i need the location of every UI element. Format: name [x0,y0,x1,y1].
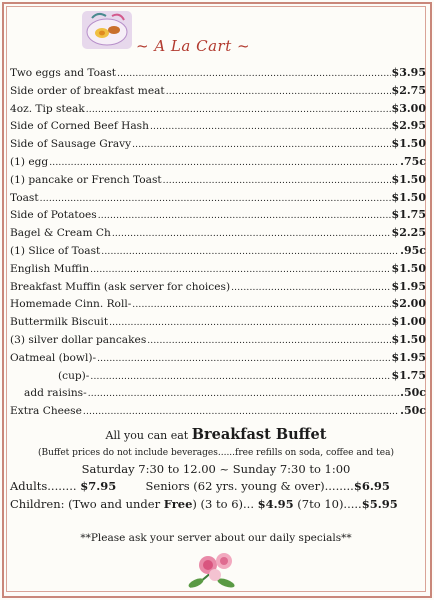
menu-item-name: Side of Sausage Gravy [10,138,132,151]
menu-item-price: $2.25 [391,226,426,240]
menu-item [10,117,426,135]
menu-item-price: .50c [400,386,426,400]
menu-item-name: (1) pancake or French Toast [10,173,162,186]
menu-item-name: Side of Potatoes [10,209,97,222]
menu-item-price: .95c [400,243,426,257]
menu-item-name: (cup)- [58,369,90,382]
menu-item-leader [101,243,399,262]
menu-item [10,189,426,207]
menu-item-name: Extra Cheese [10,405,82,418]
menu-item-name: Two eggs and Toast [10,67,117,79]
menu-item-name: Buttermilk Biscuit [10,316,109,329]
menu-item-leader [109,314,390,333]
menu-item-leader [117,65,390,84]
menu-item-price: $1.50 [391,190,426,204]
menu-item-name: Oatmeal (bowl)- [10,351,97,364]
menu-item-name: Bagel & Cream Ch [10,227,111,240]
menu-item-leader [86,101,391,120]
menu-item-name: English Muffin [10,262,90,275]
menu-item-name: Side of Corned Beef Hash [10,120,149,133]
menu-item [10,278,426,296]
menu-item-name: Side order of breakfast meat [10,84,165,97]
menu-item [10,206,426,224]
menu-item-price: $3.00 [391,101,426,115]
menu-item-leader [231,279,390,298]
menu-item-leader [40,190,391,209]
buffet-adult-senior-prices: Adults........ $7.95 Seniors (62 yrs. young & over)........$6.95 [10,479,390,493]
menu-item-price: $1.50 [391,137,426,151]
menu-item-price: $1.75 [391,208,426,222]
menu-item-price: $1.50 [391,332,426,346]
menu-item-name: Homemade Cinn. Roll- [10,298,132,311]
menu-item-leader [49,154,399,173]
menu-item [10,153,426,171]
menu-item-price: $2.95 [391,119,426,133]
menu-item [10,135,426,153]
menu-item [10,402,426,420]
menu-item [10,242,426,260]
menu-item-price: .50c [400,404,426,418]
menu-item [10,224,426,242]
menu-item-price: $1.95 [391,279,426,293]
menu-item-price: $1.50 [391,261,426,275]
menu-item [10,349,426,367]
buffet-children-prices: Children: (Two and under Free) (3 to 6)... $4.95 (7to 10).....$5.95 [10,497,398,511]
menu-item-name: Toast [10,191,39,204]
menu-item-name: Breakfast Muffin (ask server for choices) [10,280,231,293]
menu-item [10,82,426,100]
menu-item-leader [166,83,391,102]
menu-item-leader [112,225,391,244]
menu-item [10,64,426,82]
specials-note: **Please ask your server about our daily specials** [80,532,352,544]
menu-item-leader [163,172,391,191]
page-title: ~ A La Cart ~ [136,37,251,55]
menu-item-price: $1.95 [391,350,426,364]
menu-item-name: 4oz. Tip steak [10,102,85,115]
menu-item-leader [88,385,399,404]
menu-item-leader [132,296,390,315]
menu-item-leader [132,136,390,155]
breakfast-plate-icon [80,8,134,52]
menu-item-name: add raisins- [24,387,87,400]
menu-item [10,331,426,349]
menu-item [10,260,426,278]
menu-item [10,171,426,189]
menu-item-price: $3.95 [391,66,426,79]
menu-item-leader [83,403,399,422]
menu-item-leader [150,118,391,137]
menu-item [10,100,426,118]
menu-item-price: $1.75 [391,368,426,382]
menu-item-name: (1) egg [10,155,49,168]
menu-item-leader [90,261,390,280]
menu-item-price: $2.00 [391,297,426,311]
menu-item-name: (1) Slice of Toast [10,244,101,257]
menu-item [10,384,426,402]
buffet-heading: All you can eat Breakfast Buffet [105,426,327,443]
menu-item [10,295,426,313]
menu-list [10,64,426,420]
menu-item-leader [98,207,391,226]
menu-item [10,367,426,385]
menu-item-price: .75c [400,154,426,168]
menu-item-price: $1.50 [391,172,426,186]
rose-flower-icon [184,547,246,593]
menu-item [10,313,426,331]
menu-item-name: (3) silver dollar pancakes [10,333,147,346]
buffet-hours: Saturday 7:30 to 12.00 ~ Sunday 7:30 to 1:00 [81,462,351,476]
menu-item-leader [147,332,390,351]
menu-item-leader [90,368,390,387]
menu-item-price: $2.75 [391,83,426,97]
menu-item-price: $1.00 [391,315,426,329]
buffet-note: (Buffet prices do not include beverages......free refills on soda, coffee and tea) [38,448,394,458]
menu-item-leader [97,350,390,369]
